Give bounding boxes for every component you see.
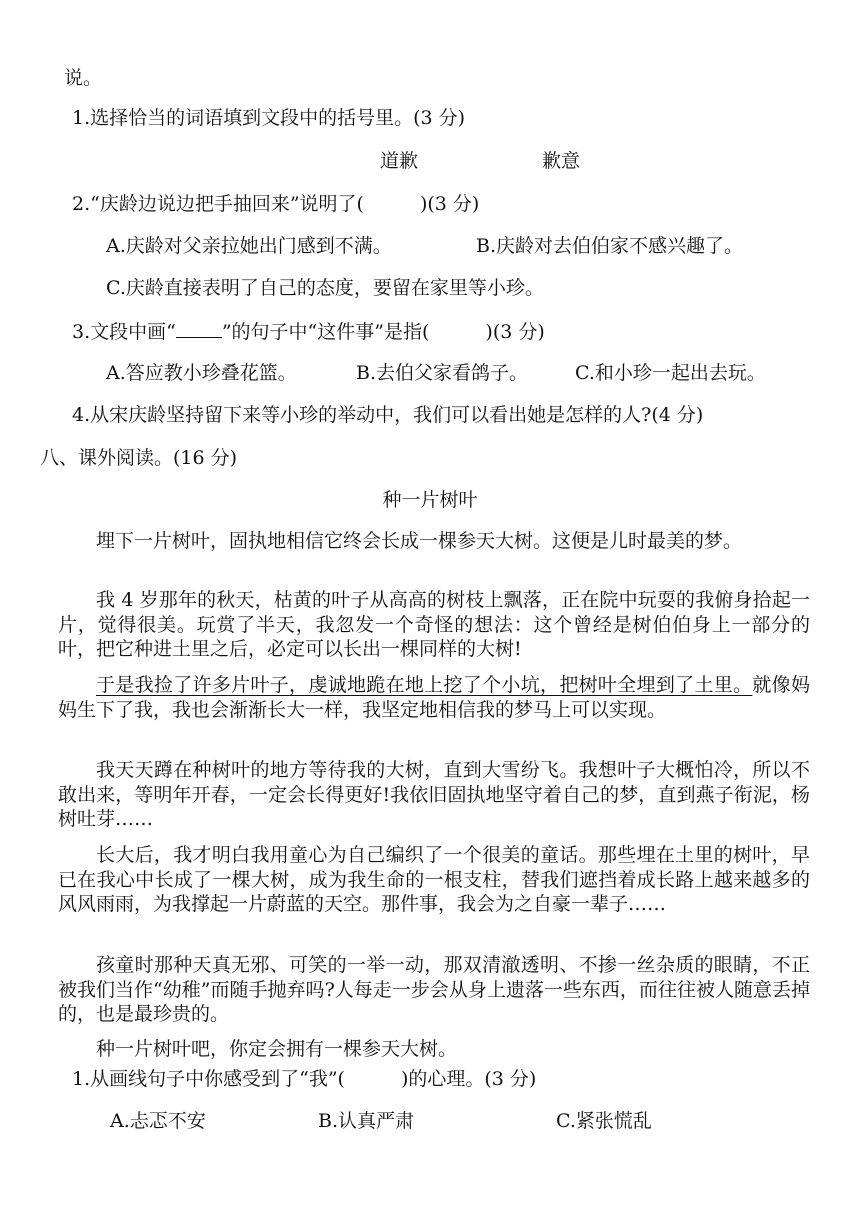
reading-question-1-option-c: C.紧张慌乱 xyxy=(556,1110,652,1132)
question-3-option-a: A.答应教小珍叠花篮。 xyxy=(106,362,297,384)
section-heading: 八、课外阅读。(16 分) xyxy=(40,447,238,469)
top-fragment: 说。 xyxy=(64,67,103,89)
question-3-option-b: B.去伯父家看鸽子。 xyxy=(356,362,529,384)
passage-paragraph-5: 长大后，我才明白我用童心为自己编织了一个很美的童话。那些埋在土里的树叶，早已在我心中长成了一棵大树，成为我生命的一根支柱，替我们遮挡着成长路上越来越多的风风雨雨，为我撑起一片蔚蓝的天空。那件事，我会为之自豪一辈子…… xyxy=(58,844,810,916)
underlined-sentence: 于是我捡了许多片叶子，虔诚地跪在地上挖了个小坑，把树叶全埋到了土里。 xyxy=(96,674,753,696)
reading-question-1-option-b: B.认真严肃 xyxy=(318,1110,415,1132)
question-2 xyxy=(72,192,479,216)
question-3 xyxy=(72,318,545,344)
reading-question-1 xyxy=(72,1067,536,1091)
passage-title: 种一片树叶 xyxy=(382,489,478,511)
question-2-option-b: B.庆龄对去伯伯家不感兴趣了。 xyxy=(476,235,744,257)
passage-paragraph-3 xyxy=(58,673,810,722)
question-3-score: )(3 分) xyxy=(485,321,545,343)
passage-paragraph-4: 我天天蹲在种树叶的地方等待我的大树，直到大雪纷飞。我想叶子大概怕冷，所以不敢出来，等明年开春，一定会长得更好!我依旧固执地坚守着自己的梦，直到燕子衔泥，杨树吐芽…… xyxy=(58,759,810,831)
question-1: 1.选择恰当的词语填到文段中的括号里。(3 分) xyxy=(72,107,466,129)
question-2-option-a: A.庆龄对父亲拉她出门感到不满。 xyxy=(106,235,392,257)
word-option-1: 道歉 xyxy=(380,150,419,172)
question-3-text: 3.文段中画“ xyxy=(72,321,176,343)
paragraph-3-rest: 就像妈妈生下了我，我也会渐渐长大一样，我坚定地相信我的梦马上可以实现。 xyxy=(58,674,810,721)
reading-question-1-score: )的心理。(3 分) xyxy=(400,1068,537,1090)
passage-paragraph-2: 我 4 岁那年的秋天，枯黄的叶子从高高的树枝上飘落，正在院中玩耍的我俯身拾起一片，觉得很美。玩赏了半天，我忽发一个奇怪的想法：这个曾经是树伯伯身上一部分的叶，把它种进土里之后，必定可以长出一棵同样的大树! xyxy=(58,589,810,661)
question-4: 4.从宋庆龄坚持留下来等小珍的举动中，我们可以看出她是怎样的人?(4 分) xyxy=(72,404,704,426)
underline-mark xyxy=(176,318,222,338)
question-2-option-c: C.庆龄直接表明了自己的态度，要留在家里等小珍。 xyxy=(106,277,544,299)
reading-question-1-text: 1.从画线句子中你感受到了“我”( xyxy=(72,1068,345,1090)
question-2-text: 2.“庆龄边说边把手抽回来”说明了( xyxy=(72,193,364,215)
passage-paragraph-7: 种一片树叶吧，你定会拥有一棵参天大树。 xyxy=(96,1038,458,1060)
passage-paragraph-6: 孩童时那种天真无邪、可笑的一举一动，那双清澈透明、不掺一丝杂质的眼睛，不正被我们当作“幼稚”而随手抛弃吗?人每走一步会从身上遗落一些东西，而往往被人随意丢掉的，也是最珍贵的。 xyxy=(58,954,810,1026)
reading-question-1-option-a: A.忐忑不安 xyxy=(110,1110,206,1132)
word-option-2: 歉意 xyxy=(542,150,581,172)
question-2-score: )(3 分) xyxy=(419,193,480,215)
question-3-option-c: C.和小珍一起出去玩。 xyxy=(575,362,766,384)
question-3-text-mid: ”的句子中“这件事”是指( xyxy=(221,321,430,343)
passage-paragraph-1: 埋下一片树叶，固执地相信它终会长成一棵参天大树。这便是儿时最美的梦。 xyxy=(96,530,743,552)
